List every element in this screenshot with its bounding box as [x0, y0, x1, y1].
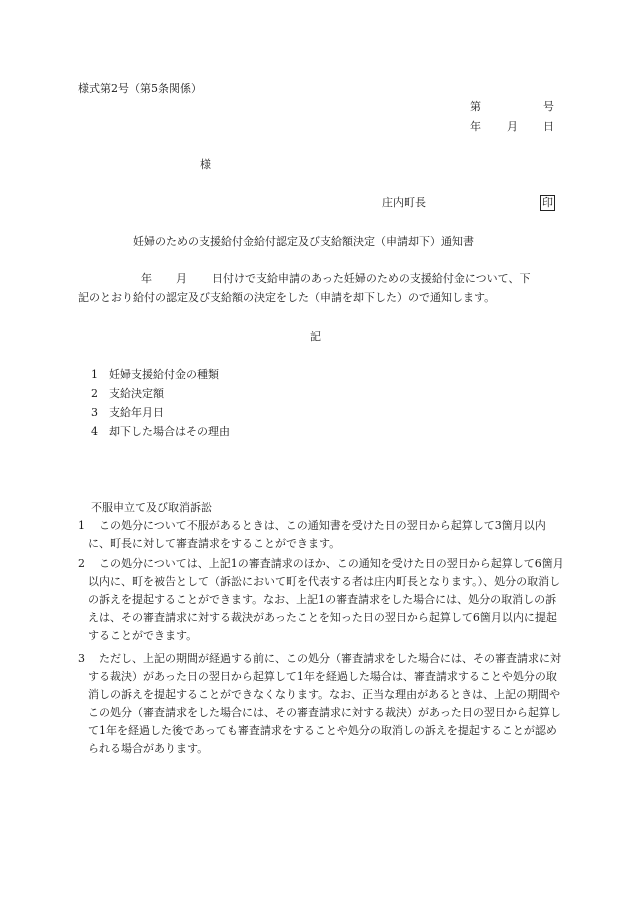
- item-number: 2: [91, 387, 98, 400]
- appeal-paragraph-1: [78, 517, 565, 553]
- paragraph-text: ただし、上記の期間が経過する前に、この処分（審査請求をした場合には、その審査請求に対する裁決）があった日の翌日から起算して1年を経過した場合は、審査請求することや処分の取消しの訴えを提起することができなくなります。なお、正当な理由があるときは、上記の期間やこの処分（審査請求をした場合には、その審査請求に対する裁決）があった日の翌日から起算して1年を経過した後であっても審査請求をすることや処分の取消しの訴えを提起することが認められる場合があります。: [88, 652, 561, 755]
- date-month: 月: [507, 120, 518, 133]
- intro-line-1: 日付けで支給申請のあった妊婦のための支援給付金について、下: [212, 272, 531, 285]
- item-text: 支給決定額: [109, 387, 164, 400]
- intro-line-2: 記のとおり給付の認定及び支給額の決定をした（申請を却下した）ので通知します。: [78, 291, 496, 304]
- appeal-paragraph-3: [78, 650, 565, 758]
- document-title: 妊婦のための支援給付金給付認定及び支給額決定（申請却下）通知書: [133, 235, 474, 248]
- list-item: [91, 404, 164, 422]
- date-year: 年: [470, 120, 481, 133]
- item-number: 4: [91, 425, 98, 438]
- paragraph-text: この処分について不服があるときは、この通知書を受けた日の翌日から起算して3箇月以内に、町長に対して審査請求をすることができます。: [88, 519, 546, 550]
- appeal-paragraph-2: [78, 555, 565, 645]
- issuer-name: 庄内町長: [382, 196, 426, 209]
- item-number: 3: [91, 406, 98, 419]
- seal-mark: 印: [542, 196, 553, 209]
- list-item: [91, 423, 230, 441]
- ref-no-prefix: 第: [470, 100, 481, 113]
- paragraph-number: 2: [78, 557, 85, 570]
- item-text: 却下した場合はその理由: [109, 425, 230, 438]
- ki-heading: 記: [310, 330, 321, 343]
- appeal-heading: 不服申立て及び取消訴訟: [91, 501, 212, 514]
- intro-year: 年: [141, 272, 152, 285]
- item-text: 支給年月日: [109, 406, 164, 419]
- ref-no-suffix: 号: [543, 100, 554, 113]
- paragraph-number: 3: [78, 652, 85, 665]
- official-seal: [540, 194, 555, 212]
- list-item: [91, 366, 219, 384]
- intro-month: 月: [176, 272, 187, 285]
- date-day: 日: [543, 120, 554, 133]
- item-text: 妊婦支援給付金の種類: [109, 368, 219, 381]
- addressee-suffix: 様: [200, 158, 211, 171]
- paragraph-text: この処分については、上記1の審査請求のほか、この通知を受けた日の翌日から起算して6箇月以内に、町を被告として（訴訟において町を代表する者は庄内町長となります。）、処分の取消しの訴えを提起することができます。なお、上記1の審査請求をした場合には、処分の取消しの訴えは、その審査請求に対する裁決があったことを知った日の翌日から起算して6箇月以内に提起することができます。: [88, 557, 564, 642]
- list-item: [91, 385, 164, 403]
- item-number: 1: [91, 368, 98, 381]
- form-number: 様式第2号（第5条関係）: [78, 82, 202, 95]
- paragraph-number: 1: [78, 519, 85, 532]
